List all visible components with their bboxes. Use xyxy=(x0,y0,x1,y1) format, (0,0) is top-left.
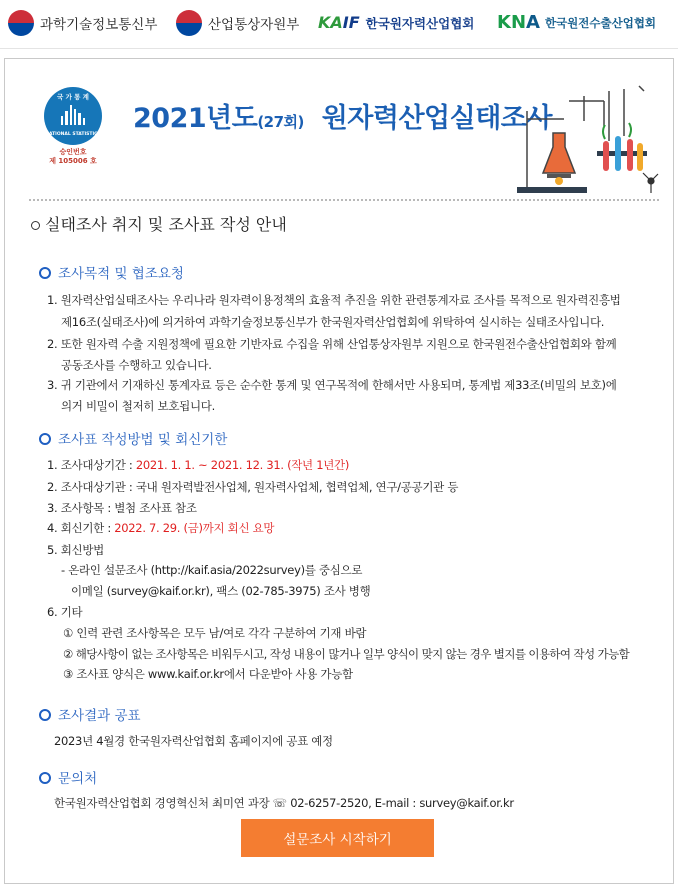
reply-online: - 온라인 설문조사 (http://kaif.asia/2022survey)를 중심으로 xyxy=(61,563,363,577)
method-period xyxy=(47,457,349,473)
logo-kaif-text: 한국원자력산업협회 xyxy=(365,15,475,31)
bar-graph-icon xyxy=(61,105,85,125)
section-method-title: 조사표 작성방법 및 회신기한 xyxy=(58,432,228,448)
purpose-line-6: 의거 비밀이 철저히 보호됩니다. xyxy=(61,399,215,413)
kaif-logo-mark: KAIF xyxy=(318,13,360,32)
title-round: (27회) xyxy=(257,113,304,131)
ring-bullet-icon xyxy=(39,433,51,445)
header xyxy=(0,0,678,49)
section-result-title: 조사결과 공표 xyxy=(58,708,141,724)
etc-item-2: ② 해당사항이 없는 조사항목은 비워두시고, 작성 내용이 많거나 일부 양식이 맞지 않는 경우 별지를 이용하여 작성 가능함 xyxy=(63,647,630,661)
ring-bullet-icon xyxy=(39,267,51,279)
approval-value: 제 105006 호 xyxy=(49,157,97,165)
section-purpose-title: 조사목적 및 협조요청 xyxy=(58,266,184,282)
divider xyxy=(29,199,659,201)
approval-number xyxy=(38,148,108,166)
section-result-heading xyxy=(39,704,141,724)
purpose-line-4: 공동조사를 수행하고 있습니다. xyxy=(61,358,212,372)
method-reply: 5. 회신방법 xyxy=(47,543,104,557)
logo-kaif[interactable] xyxy=(318,13,474,32)
period-value: 2021. 1. 1. ~ 2021. 12. 31. (작년 1년간) xyxy=(135,458,350,472)
section-purpose-heading xyxy=(39,262,184,282)
purpose-line-3: 2. 또한 원자력 수출 지원정책에 필요한 기반자료 수집을 위해 산업통상자원부 지원으로 한국원전수출산업협회와 함께 xyxy=(47,337,617,351)
ring-bullet-icon xyxy=(39,709,51,721)
result-text: 2023년 4월경 한국원자력산업협회 홈페이지에 공표 예정 xyxy=(54,734,333,748)
etc-item-1: ① 인력 관련 조사항목은 모두 남/여로 각각 구분하여 기재 바람 xyxy=(63,626,367,640)
intro-heading xyxy=(31,212,287,235)
deadline-value: 2022. 7. 29. (금)까지 회신 요망 xyxy=(114,521,275,535)
seal-top-text: 국 가 통 계 xyxy=(57,93,89,101)
section-contact-title: 문의처 xyxy=(58,771,98,787)
etc-item-3: ③ 조사표 양식은 www.kaif.or.kr에서 다운받아 사용 가능함 xyxy=(63,667,353,681)
circle-bullet-icon xyxy=(31,221,40,230)
section-method-heading xyxy=(39,428,227,448)
deadline-label: 4. 회신기한 : xyxy=(47,521,115,535)
method-target: 2. 조사대상기관 : 국내 원자력발전사업체, 원자력사업체, 협력업체, 연구/공공기관 등 xyxy=(47,480,459,494)
logo-msit-text: 과학기술정보통신부 xyxy=(40,17,158,33)
logo-motie[interactable] xyxy=(176,10,299,36)
seal-bottom-text: NATIONAL STATISTICS xyxy=(45,132,101,137)
statistics-seal-icon xyxy=(44,87,102,145)
national-statistics-seal xyxy=(38,87,108,166)
logo-msit[interactable] xyxy=(8,10,157,36)
logo-kna-text: 한국원전수출산업협회 xyxy=(544,15,657,30)
title-year: 2021년도 xyxy=(133,103,258,134)
taegeuk-icon xyxy=(176,10,202,36)
purpose-line-5: 3. 귀 기관에서 기재하신 통계자료 등은 순수한 통계 및 연구목적에 한해서만 사용되며, 통계법 제33조(비밀의 보호)에 xyxy=(47,378,617,392)
logo-motie-text: 산업통상자원부 xyxy=(208,17,300,33)
intro-heading-text: 실태조사 취지 및 조사표 작성 안내 xyxy=(45,215,287,234)
period-label: 1. 조사대상기간 : xyxy=(47,458,136,472)
purpose-line-2: 제16조(실태조사)에 의거하여 과학기술정보통신부가 한국원자력산업협회에 위탁하여 실시하는 실태조사입니다. xyxy=(61,315,605,329)
contact-text: 한국원자력산업협회 경영혁신처 최미연 과장 ☏ 02-6257-2520, E-mail : survey@kaif.or.kr xyxy=(54,796,514,810)
ring-bullet-icon xyxy=(39,772,51,784)
page-title xyxy=(133,96,552,135)
title-name: 원자력산업실태조사 xyxy=(321,103,552,134)
kna-logo-mark: KNA xyxy=(497,12,540,33)
method-deadline xyxy=(47,520,274,536)
reply-email: 이메일 (survey@kaif.or.kr), 팩스 (02-785-3975) 조사 병행 xyxy=(71,584,371,598)
method-etc: 6. 기타 xyxy=(47,605,83,619)
logo-kna[interactable] xyxy=(497,12,656,33)
purpose-line-1: 1. 원자력산업실태조사는 우리나라 원자력이용정책의 효율적 추진을 위한 관련통계자료 조사를 목적으로 원자력진흥법 xyxy=(47,293,621,307)
section-contact-heading xyxy=(39,767,97,787)
approval-label: 승인번호 xyxy=(59,148,87,156)
method-items: 3. 조사항목 : 별첨 조사표 참조 xyxy=(47,501,197,515)
taegeuk-icon xyxy=(8,10,34,36)
survey-notice-panel xyxy=(4,58,674,884)
lab-equipment-illustration xyxy=(509,81,659,199)
start-survey-button[interactable]: 설문조사 시작하기 xyxy=(241,819,434,857)
